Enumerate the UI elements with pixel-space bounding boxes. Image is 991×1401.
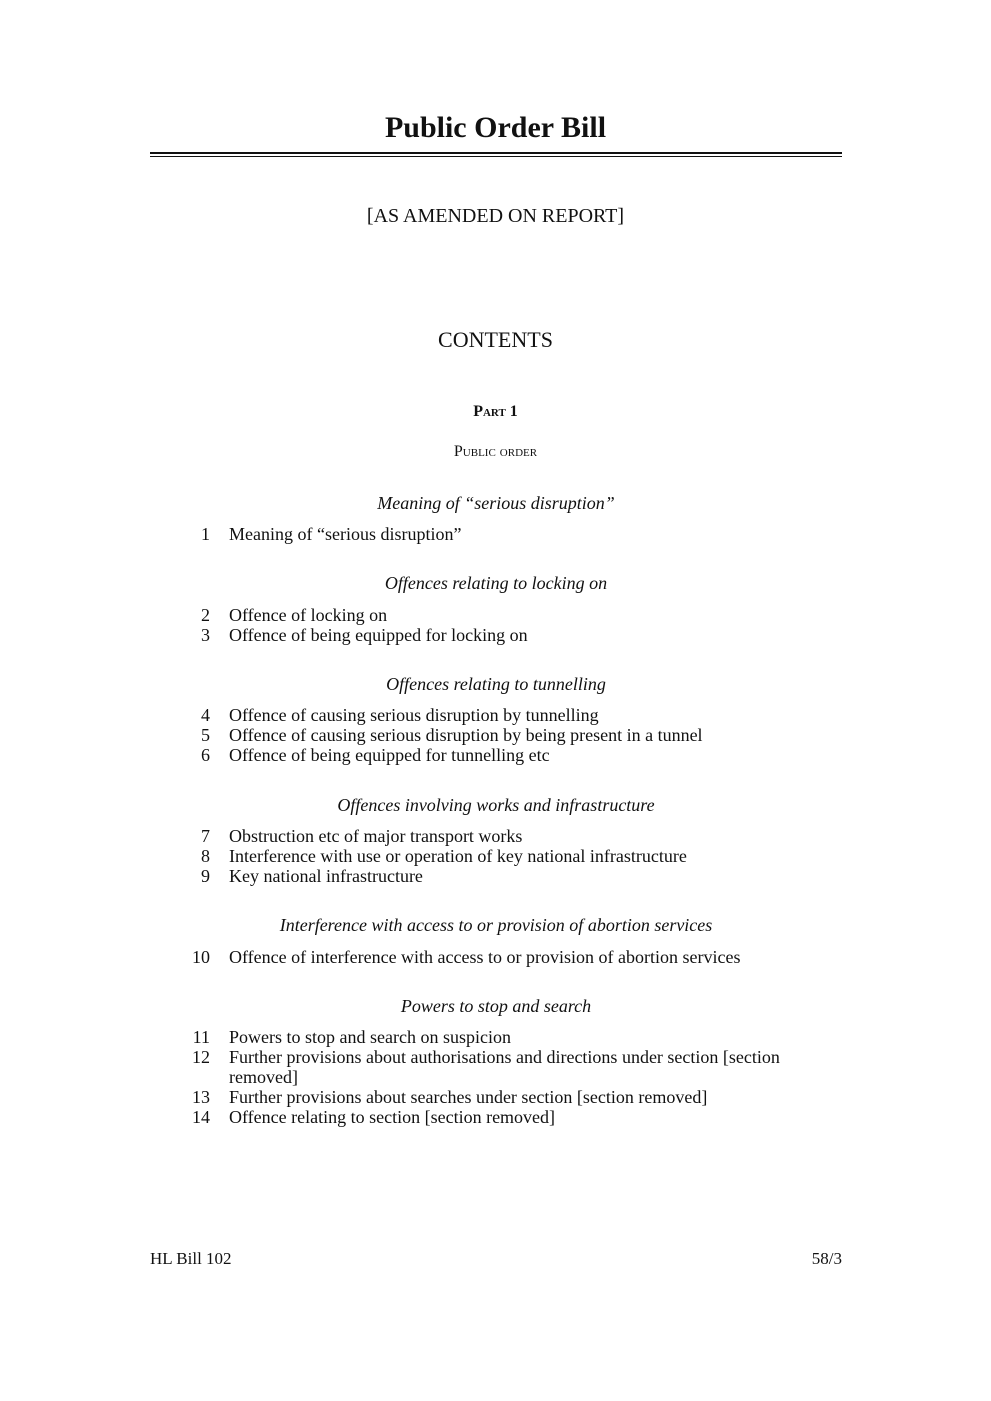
entry-title: Offence of being equipped for tunnelling etc [229, 745, 550, 765]
entry-title: Offence of causing serious disruption by tunnelling [229, 705, 599, 725]
entry-title: Offence of causing serious disruption by being present in a tunnel [229, 725, 703, 745]
title-rule-thick [150, 152, 842, 154]
entry-title: Offence relating to section [section removed] [229, 1107, 556, 1127]
print-reference: 58/3 [811, 1249, 842, 1268]
group-heading-serious-disruption: Meaning of “serious disruption” [377, 493, 615, 513]
entry-title: Interference with use or operation of key national infrastructure [229, 846, 687, 866]
group-heading-works-infrastructure: Offences involving works and infrastructure [337, 795, 655, 815]
entry-title: Further provisions about searches under section [section removed] [229, 1087, 708, 1107]
entry-number: 3 [201, 625, 210, 645]
entry-title: Further provisions about authorisations and directions under section [section removed] [229, 1047, 780, 1087]
entry-number: 12 [192, 1047, 210, 1067]
entry-number: 1 [201, 524, 210, 544]
entry-number: 8 [201, 846, 210, 866]
entry-title: Offence of interference with access to or provision of abortion services [229, 947, 741, 967]
entry-number: 6 [201, 745, 210, 765]
entry-title: Offence of being equipped for locking on [229, 625, 528, 645]
entry-number: 13 [192, 1087, 210, 1107]
group-heading-abortion-services: Interference with access to or provision of abortion services [279, 915, 713, 935]
part-label: Part 1 [473, 403, 518, 420]
group-heading-locking-on: Offences relating to locking on [384, 573, 608, 593]
bill-title: Public Order Bill [384, 111, 607, 144]
entry-number: 14 [192, 1107, 210, 1127]
group-heading-stop-and-search: Powers to stop and search [400, 996, 592, 1016]
group-heading-tunnelling: Offences relating to tunnelling [386, 674, 606, 694]
entry-title: Obstruction etc of major transport works [229, 826, 523, 846]
entry-title: Meaning of “serious disruption” [229, 524, 462, 544]
entry-title: Powers to stop and search on suspicion [229, 1027, 511, 1047]
bill-number: HL Bill 102 [150, 1249, 232, 1268]
entry-number: 9 [201, 866, 210, 886]
amendment-status: [AS AMENDED ON REPORT] [366, 205, 625, 227]
entry-number: 4 [201, 705, 210, 725]
title-rule-thin [150, 156, 842, 157]
entry-title: Offence of locking on [229, 605, 388, 625]
part-title: Public order [453, 443, 538, 460]
entry-number: 11 [192, 1027, 210, 1047]
entry-number: 10 [192, 947, 210, 967]
entry-title: Key national infrastructure [229, 866, 423, 886]
contents-heading: CONTENTS [438, 327, 553, 352]
entry-number: 2 [201, 605, 210, 625]
entry-number: 5 [201, 725, 210, 745]
entry-number: 7 [201, 826, 210, 846]
